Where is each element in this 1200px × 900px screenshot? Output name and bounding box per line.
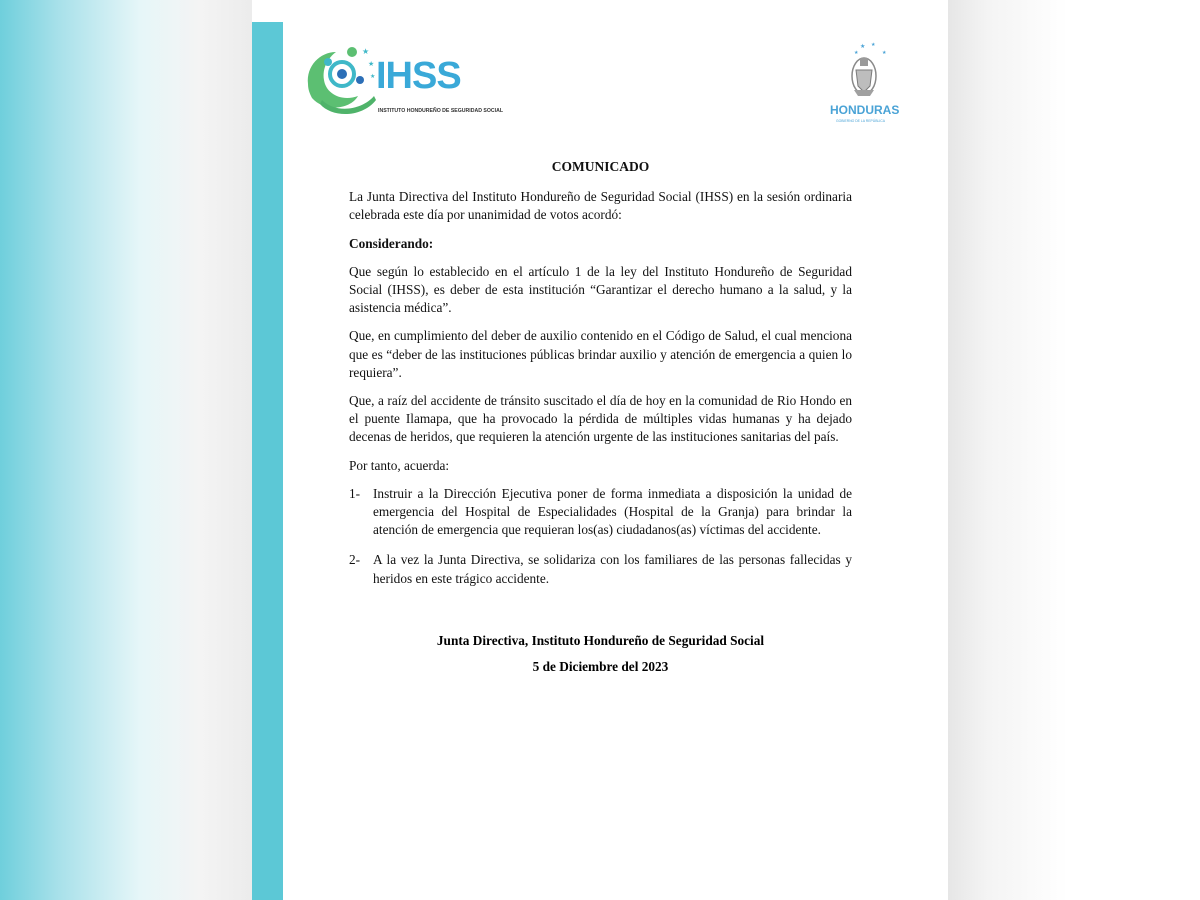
resolution-number: 2- xyxy=(349,552,361,568)
honduras-wordmark: HONDURAS xyxy=(830,103,900,117)
intro-paragraph: La Junta Directiva del Instituto Hondureño de Seguridad Social (IHSS) en la sesión ordinaria celebrada este día por unanimidad de votos acordó: xyxy=(349,189,852,223)
document-title: COMUNICADO xyxy=(551,159,650,174)
svg-text:★: ★ xyxy=(362,47,370,56)
honduras-logo xyxy=(818,36,928,126)
svg-text:★: ★ xyxy=(854,50,859,56)
considering-heading: Considerando: xyxy=(349,235,434,251)
signature-block xyxy=(349,632,852,684)
ihss-logo xyxy=(302,40,503,120)
document-body xyxy=(349,158,852,600)
svg-text:★: ★ xyxy=(882,50,887,56)
resolution-item xyxy=(349,551,852,587)
resolution-heading: Por tanto, acuerda: xyxy=(349,457,450,473)
background-fade xyxy=(948,0,1200,900)
ihss-wordmark: IHSS xyxy=(376,55,461,97)
svg-text:★: ★ xyxy=(368,60,375,68)
accent-bar xyxy=(252,22,283,900)
resolution-text: A la vez la Junta Directiva, se solidariza con los familiares de las personas fallecidas y heridos en este trágico accidente. xyxy=(373,552,852,586)
resolution-text: Instruir a la Dirección Ejecutiva poner de forma inmediata a disposición la unidad de emergencia del Hospital de Especialidades (Hospital de la Granja) para brindar la atención de emergencia que requieran los(as) ciudadanos(as) víctimas del accidente. xyxy=(373,485,852,538)
ihss-subtitle: INSTITUTO HONDUREÑO DE SEGURIDAD SOCIAL xyxy=(378,108,503,114)
document-date: 5 de Diciembre del 2023 xyxy=(532,659,669,674)
svg-text:★: ★ xyxy=(860,43,866,50)
svg-text:★: ★ xyxy=(370,73,376,80)
document-page xyxy=(252,0,948,900)
considering-paragraph: Que, en cumplimiento del deber de auxilio contenido en el Código de Salud, el cual menciona que es “deber de las instituciones públicas brindar auxilio y atención de emergencia a quien lo requiera”. xyxy=(349,328,852,380)
honduras-subtitle: GOBIERNO DE LA REPÚBLICA xyxy=(836,119,885,123)
considering-paragraph: Que, a raíz del accidente de tránsito suscitado el día de hoy en la comunidad de Rio Hondo en el puente Ilamapa, que ha provocado la pérdida de múltiples vidas humanas y ha dejado decenas de heridos, que requieren la atención urgente de las instituciones sanitarias del país. xyxy=(349,393,852,445)
considering-paragraph: Que según lo establecido en el artículo 1 de la ley del Instituto Hondureño de Seguridad Social (IHSS), es deber de esta institución “Garantizar el derecho humano a la salud, y la asistencia médica”. xyxy=(349,263,852,316)
signature-line: Junta Directiva, Instituto Hondureño de Seguridad Social xyxy=(436,633,765,648)
resolution-number: 1- xyxy=(349,485,361,501)
svg-text:★: ★ xyxy=(871,42,876,48)
resolution-item xyxy=(349,485,852,540)
